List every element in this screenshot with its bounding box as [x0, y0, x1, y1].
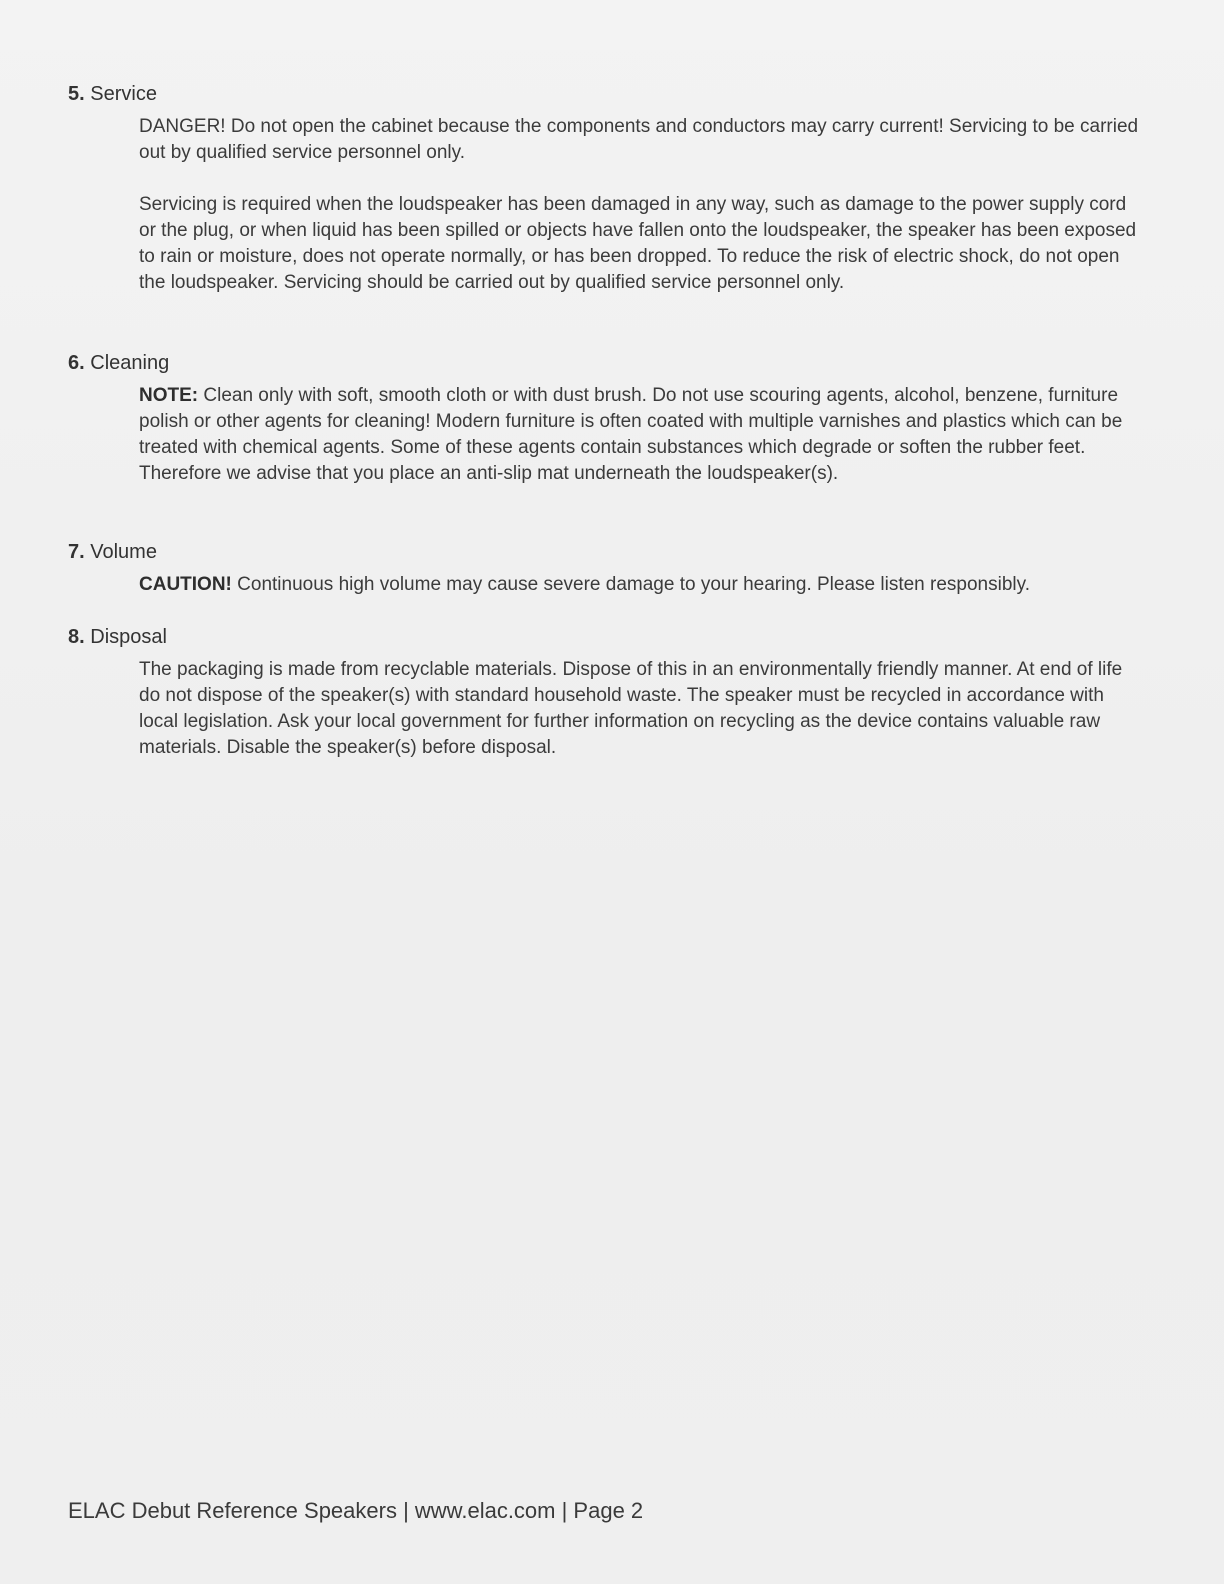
section-volume — [68, 540, 1148, 598]
service-paragraph-servicing: Servicing is required when the loudspeaker has been damaged in any way, such as damage to the power supply cord or the plug, or when liquid has been spilled or objects have fallen onto the loudspeaker, the speaker has been exposed to rain or moisture, does not operate normally, or has been dropped. To reduce the risk of electric shock, do not open the loudspeaker. Servicing should be carried out by qualified service personnel only. — [139, 194, 1137, 293]
section-title: Cleaning — [90, 352, 170, 374]
section-body-service — [139, 114, 1148, 296]
page-footer: ELAC Debut Reference Speakers | www.elac.com | Page 2 — [68, 1498, 644, 1523]
cleaning-text: Clean only with soft, smooth cloth or with dust brush. Do not use scouring agents, alcohol, benzene, furniture polish or other agents for cleaning! Modern furniture is often coated with multiple varnishes and plastics which can be treated with chemical agents. Some of these agents contain substances which degrade or soften the rubber feet. Therefore we advise that you place an anti-slip mat underneath the loudspeaker(s). — [139, 385, 1123, 484]
section-heading-disposal — [68, 625, 1148, 649]
section-title: Volume — [90, 541, 157, 563]
section-heading-cleaning — [68, 351, 1148, 375]
section-number: 5. — [68, 83, 85, 105]
section-number: 6. — [68, 352, 85, 374]
section-disposal — [68, 625, 1148, 761]
section-service — [68, 82, 1148, 296]
service-paragraph-danger: DANGER! Do not open the cabinet because the components and conductors may carry current! Servicing to be carried out by qualified service personnel only. — [139, 116, 1139, 163]
section-number: 8. — [68, 626, 85, 648]
section-body-volume — [139, 572, 1148, 598]
section-body-cleaning — [139, 383, 1148, 487]
section-title: Service — [90, 83, 157, 105]
section-heading-volume — [68, 540, 1148, 564]
section-cleaning — [68, 351, 1148, 487]
disposal-paragraph: The packaging is made from recyclable materials. Dispose of this in an environmentally friendly manner. At end of life do not dispose of the speaker(s) with standard household waste. The speaker must be recycled in accordance with local legislation. Ask your local government for further information on recycling as the device contains valuable raw materials. Disable the speaker(s) before disposal. — [139, 659, 1123, 758]
section-number: 7. — [68, 541, 85, 563]
cleaning-paragraph — [139, 383, 1148, 487]
section-heading-service — [68, 82, 1148, 106]
note-label: NOTE: — [139, 385, 199, 406]
volume-text: Continuous high volume may cause severe damage to your hearing. Please listen responsibly. — [231, 574, 1030, 595]
section-title: Disposal — [90, 626, 167, 648]
volume-paragraph — [139, 572, 1148, 598]
section-body-disposal — [139, 657, 1148, 761]
caution-label: CAUTION! — [139, 574, 232, 595]
